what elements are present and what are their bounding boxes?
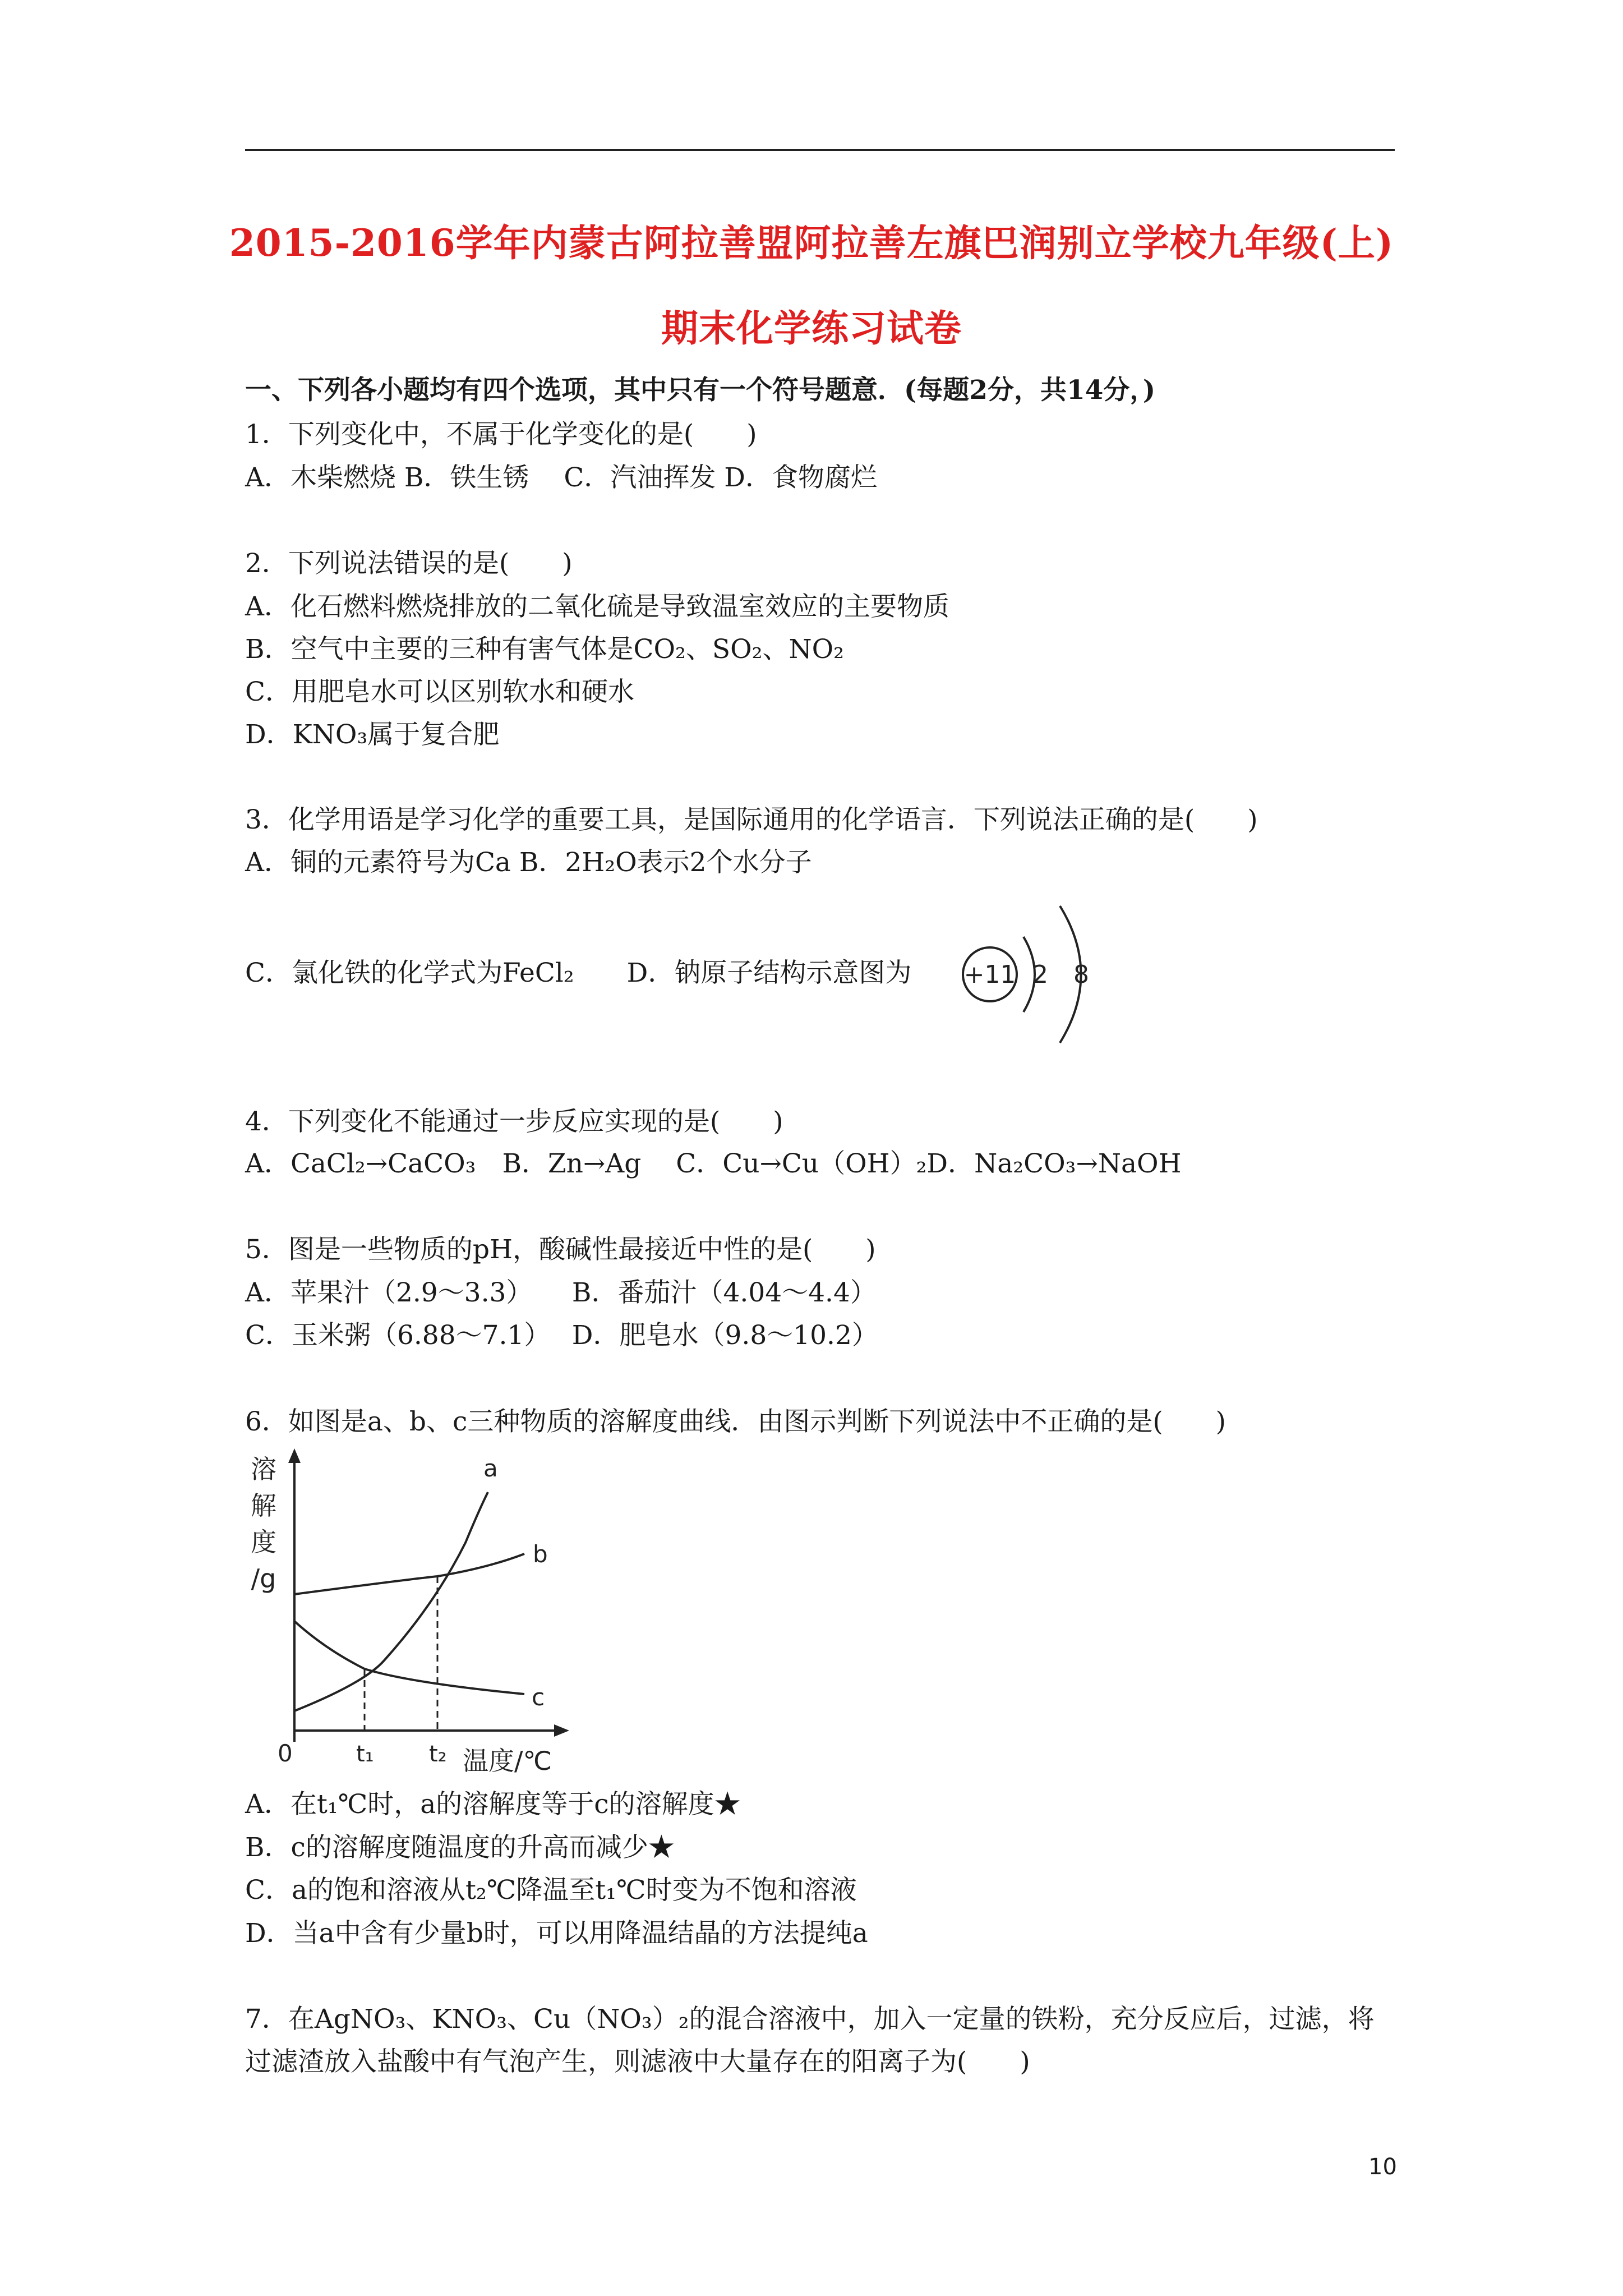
q3-options-ab: A．铜的元素符号为Ca B．2H₂O表示2个水分子 xyxy=(245,847,812,878)
solubility-graph xyxy=(241,1447,578,1789)
q5-options-cd: C．玉米粥（6.88～7.1） D．肥皂水（9.8～10.2） xyxy=(245,1320,878,1351)
curve-a-label: a xyxy=(483,1455,498,1482)
curve-a xyxy=(294,1492,488,1711)
q6-option-c: C．a的饱和溶液从t₂℃降温至t₁℃时变为不饱和溶液 xyxy=(245,1875,857,1906)
q1-stem: 1．下列变化中，不属于化学变化的是( ) xyxy=(245,419,757,450)
q5-stem: 5．图是一些物质的pH，酸碱性最接近中性的是( ) xyxy=(245,1234,876,1265)
q6-option-b: B．c的溶解度随温度的升高而减少★ xyxy=(245,1832,675,1863)
y-label-char-1: 溶 xyxy=(251,1454,276,1484)
curve-c-label: c xyxy=(532,1683,545,1711)
q5-options-ab: A．苹果汁（2.9～3.3） B．番茄汁（4.04～4.4） xyxy=(245,1277,877,1308)
q4-stem: 4．下列变化不能通过一步反应实现的是( ) xyxy=(245,1106,783,1137)
q7-stem-line1: 7．在AgNO₃、KNO₃、Cu（NO₃）₂的混合溶液中，加入一定量的铁粉，充分反应后，过滤，将 xyxy=(245,2004,1375,2035)
sodium-atom-diagram xyxy=(948,898,1099,1043)
atom-nucleus-label: +11 xyxy=(963,960,1016,989)
q2-option-d: D．KNO₃属于复合肥 xyxy=(245,719,500,750)
q3-options-cd: C．氯化铁的化学式为FeCl₂ D．钠原子结构示意图为 xyxy=(245,958,912,988)
section-heading: 一、下列各小题均有四个选项，其中只有一个符号题意．(每题2分，共14分，) xyxy=(245,375,1156,406)
q2-stem: 2．下列说法错误的是( ) xyxy=(245,548,573,579)
q6-option-d: D．当a中含有少量b时，可以用降温结晶的方法提纯a xyxy=(245,1918,868,1949)
x-axis-label: 温度/℃ xyxy=(463,1746,552,1776)
exam-title-line1: 2015-2016学年内蒙古阿拉善盟阿拉善左旗巴润别立学校九年级(上) xyxy=(229,221,1394,265)
atom-shell2-label: 8 xyxy=(1073,960,1089,989)
header-rule xyxy=(245,149,1395,151)
curve-b-label: b xyxy=(533,1540,548,1568)
y-label-char-2: 解 xyxy=(251,1490,276,1521)
q2-option-a: A．化石燃料燃烧排放的二氧化硫是导致温室效应的主要物质 xyxy=(245,591,949,622)
q2-option-c: C．用肥皂水可以区别软水和硬水 xyxy=(245,677,634,707)
q2-option-b: B．空气中主要的三种有害气体是CO₂、SO₂、NO₂ xyxy=(245,634,844,665)
t2-label: t₂ xyxy=(429,1741,447,1767)
origin-label: 0 xyxy=(278,1740,293,1767)
t1-label: t₁ xyxy=(356,1741,374,1767)
q4-options: A．CaCl₂→CaCO₃ B．Zn→Ag C．Cu→Cu（OH）₂D．Na₂CO₃→NaOH xyxy=(245,1148,1182,1179)
y-label-char-3: 度 xyxy=(251,1527,276,1557)
y-label-char-4: /g xyxy=(251,1563,276,1594)
q6-option-a: A．在t₁℃时，a的溶解度等于c的溶解度★ xyxy=(245,1789,741,1820)
page-number: 10 xyxy=(1368,2154,1397,2180)
exam-title-line2: 期末化学练习试卷 xyxy=(661,306,962,350)
y-axis-arrow-icon xyxy=(288,1448,301,1463)
q6-stem: 6．如图是a、b、c三种物质的溶解度曲线．由图示判断下列说法中不正确的是( ) xyxy=(245,1406,1227,1437)
curve-b xyxy=(294,1554,524,1594)
x-axis-arrow-icon xyxy=(554,1724,569,1737)
q7-stem-line2: 过滤渣放入盐酸中有气泡产生，则滤液中大量存在的阳离子为( ) xyxy=(245,2046,1030,2077)
q3-stem: 3．化学用语是学习化学的重要工具，是国际通用的化学语言．下列说法正确的是( ) xyxy=(245,804,1258,835)
atom-shell1-label: 2 xyxy=(1032,960,1048,989)
q1-options: A．木柴燃烧 B．铁生锈 C．汽油挥发 D．食物腐烂 xyxy=(245,462,877,493)
